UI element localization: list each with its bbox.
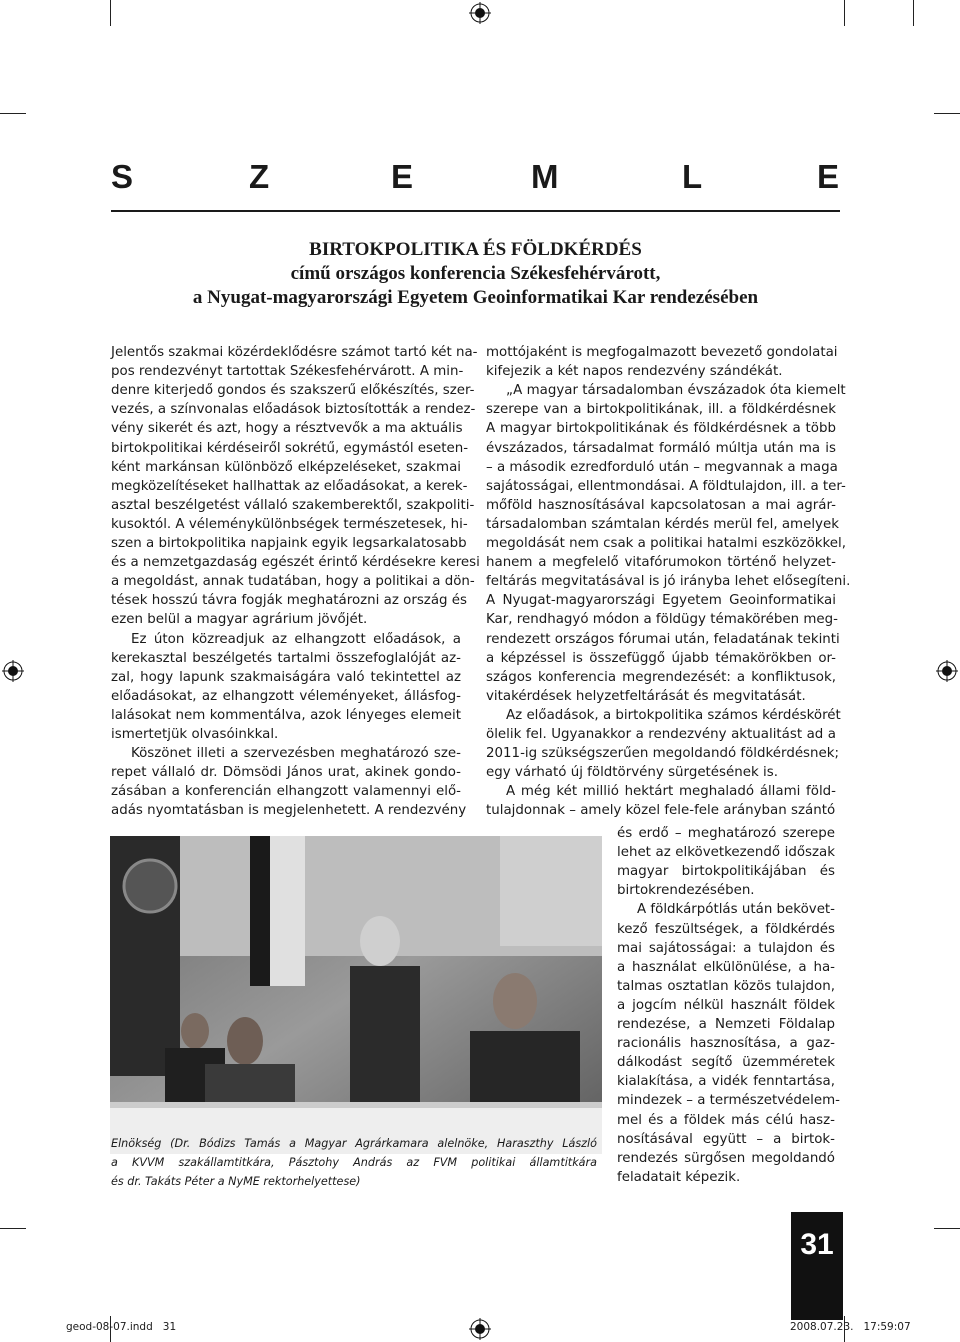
text-line: lehet az elkövetkezendő időszak bbox=[617, 845, 835, 861]
text-line: a KVVM szakállamtitkára, Pásztohy András az FVM politikai államtitkára bbox=[111, 1156, 597, 1169]
text-line: vezés, a színvonalas előadások biztosították a rendez- bbox=[111, 402, 476, 418]
text-line: Jelentős szakmai közérdeklődésre számot tartó két na- bbox=[111, 345, 478, 360]
article-subtitle: a Nyugat-magyarországi Egyetem Geoinformatikai Kar rendezésében bbox=[192, 287, 759, 308]
text-line: „A magyar társadalomban évszázadok óta kiemelt bbox=[506, 383, 846, 399]
text-line: és dr. Takáts Péter a NyME rektorhelyettese) bbox=[111, 1175, 361, 1188]
header-letter: Z bbox=[249, 158, 270, 195]
text-line: zal, hogy lapunk szakmaiságára való tekintettel az bbox=[111, 669, 461, 685]
text-line: birtokpolitikai kérdéseiről sokrétű, egymástól eseten- bbox=[111, 440, 469, 456]
text-line: feltárás megvitatásával is jó irányba lehet elősegíteni. bbox=[486, 574, 851, 590]
registration-mark-icon bbox=[469, 1318, 491, 1340]
text-line: ként markánsan különböző elképzeléseket, szakmai bbox=[111, 459, 461, 475]
text-line: A magyar birtokpolitikának és földkérdésnek a több bbox=[486, 421, 836, 437]
page-number-box bbox=[791, 1212, 843, 1320]
text-line: Köszönet illeti a szervezésben meghatározó sze- bbox=[131, 746, 461, 762]
text-line: mel és a földek más célú hasz- bbox=[617, 1112, 835, 1128]
text-line: egy várható új földtörvény sürgetésének is. bbox=[486, 765, 778, 781]
text-line: nosításával együtt – a birtok- bbox=[617, 1131, 835, 1147]
text-line: denre kiterjedő gondos és szakszerű előkészítés, szer- bbox=[111, 383, 475, 399]
text-line: kező feszültségek, a földkérdés bbox=[617, 921, 835, 937]
text-line: kerekasztal beszélgetés tartalmi összefoglalóját az- bbox=[111, 650, 461, 666]
text-line: rendezése, a Nemzeti Földalap bbox=[617, 1017, 835, 1032]
conference-photo bbox=[110, 836, 602, 1154]
footer-timestamp: 2008.07.23. 17:59:07 bbox=[790, 1321, 911, 1333]
text-line: a használat elkülönülése, a ha- bbox=[617, 959, 835, 975]
text-line: szágos konferencia megrendezését: a konfliktusok, bbox=[486, 669, 836, 685]
text-line: A még két millió hektárt meghaladó állami föld- bbox=[506, 784, 836, 800]
registration-mark-icon bbox=[469, 2, 491, 24]
photo-image bbox=[110, 836, 602, 1154]
text-line: tulajdonnak – amely közel fele-fele arányban szántó bbox=[486, 803, 836, 819]
text-line: magyar birtokpolitikájában és bbox=[617, 864, 835, 880]
registration-mark-icon bbox=[2, 660, 24, 682]
text-line: Az előadások, a birtokpolitika számos kérdéskörét bbox=[506, 707, 841, 723]
text-line: ölelik fel. Ugyanakkor a rendezvény aktualitást ad a bbox=[486, 727, 836, 742]
text-line: rendezett országos fórumai után, feladatának tekinti bbox=[486, 631, 840, 647]
crop-mark bbox=[844, 0, 845, 26]
text-line: lalásokat nem kommentálva, azok lényeges elemeit bbox=[111, 707, 461, 723]
text-line: Kar, rendhagyó módon a földügy témakörében meg- bbox=[486, 612, 838, 628]
text-line: a megoldást, annak tudatában, hogy a politikai a dön- bbox=[111, 574, 475, 590]
text-line: birtokrendezésében. bbox=[617, 883, 755, 899]
crop-mark bbox=[110, 0, 111, 26]
text-line: hanem a megfelelő vitafórumokon történő helyzet- bbox=[486, 555, 836, 571]
text-line: és a nemzetgazdaság egészét érintő kérdésekre keresi bbox=[111, 555, 480, 571]
text-line: Elnökség (Dr. Bódizs Tamás a Magyar Agrárkamara alelnöke, Haraszthy László bbox=[111, 1137, 597, 1150]
text-line: ezen belül a magyar agrárium jövőjét. bbox=[111, 612, 368, 628]
crop-mark bbox=[913, 0, 914, 26]
text-line: A Nyugat-magyarországi Egyetem Geoinformatikai bbox=[486, 593, 836, 609]
text-line: mindezek – a természetvédelem- bbox=[617, 1093, 840, 1109]
text-line: sajátosságai, ellentmondásai. A földtulajdon, ill. a ter- bbox=[486, 478, 846, 494]
text-line: dálkodást segítő üzemméretek bbox=[617, 1055, 835, 1071]
text-line: mottójaként is megfogalmazott bevezető gondolatai bbox=[486, 345, 838, 360]
text-line: ismertetjük olvasóinkkal. bbox=[111, 727, 279, 742]
text-line: szerepe van a birtokpolitikának, ill. a földkérdésnek bbox=[486, 402, 836, 418]
text-line: A földkárpótlás után bekövet- bbox=[637, 902, 836, 918]
text-line: évszázados, társadalmat formáló múltja után ma is bbox=[486, 440, 836, 456]
text-line: előadásokat, az elhangzott véleményeket, állásfog- bbox=[111, 688, 461, 704]
text-line: racionális hasznosítása, a gaz- bbox=[617, 1036, 835, 1052]
text-line: vitakérdések helyzetfeltárását és megvitatását. bbox=[486, 688, 806, 704]
crop-mark bbox=[934, 113, 960, 114]
text-line: talmas osztatlan közös tulajdon, bbox=[617, 978, 835, 994]
text-line: kifejezik a két napos rendezvény szándékát. bbox=[486, 364, 783, 380]
text-line: megközelítéseket hallhattak az előadásokat, a kerek- bbox=[111, 478, 468, 494]
article-subtitle: című országos konferencia Székesfehérvárott, bbox=[290, 263, 661, 284]
text-line: rendezés sürgősen megoldandó bbox=[617, 1150, 835, 1166]
text-line: zásában a konferencián elhangzott valamennyi elő- bbox=[111, 784, 461, 800]
text-line: mőföld hasznosításával kapcsolatosan a mai agrár- bbox=[486, 497, 836, 513]
page-number: 31 bbox=[800, 1228, 834, 1261]
text-line: feladatait képezik. bbox=[617, 1169, 741, 1185]
header-letter: L bbox=[682, 158, 703, 195]
text-line: asztal beszélgetést vállaló szakemberektől, szakpoliti- bbox=[111, 497, 475, 513]
crop-mark bbox=[0, 1228, 26, 1229]
header-letter: M bbox=[531, 158, 559, 195]
text-line: kusoktól. A véleménykülönbségek természetesek, hi- bbox=[111, 516, 468, 532]
registration-mark-icon bbox=[936, 660, 958, 682]
text-line: Ez úton közreadjuk az elhangzott előadások, a bbox=[131, 631, 461, 647]
text-line: és erdő – meghatározó szerepe bbox=[617, 826, 835, 841]
text-line: adás nyomtatásban is megjelenhetett. A rendezvény bbox=[111, 803, 467, 819]
footer-file-info: geod-08-07.indd 31 bbox=[66, 1321, 177, 1333]
text-line: a jogcím nélkül használt földek bbox=[617, 997, 835, 1013]
text-line: társadalomban számtalan kérdés merül fel, amelyek bbox=[486, 516, 839, 532]
crop-mark bbox=[934, 1228, 960, 1229]
text-line: szen a birtokpolitika napjaink egyik legsarkalatosabb bbox=[111, 536, 467, 551]
header-rule bbox=[111, 210, 840, 212]
text-line: kialakítása, a vidék fenntartása, bbox=[617, 1074, 835, 1090]
text-line: a képzéssel is összefüggő újabb témakörökben or- bbox=[486, 650, 836, 666]
header-letter: E bbox=[817, 158, 840, 195]
text-line: megoldását nem csak a politikai hatalmi eszközökkel, bbox=[486, 536, 847, 551]
text-line: 2011-ig szükségszerűen megoldandó földkérdésnek; bbox=[486, 746, 840, 762]
text-line: mai sajátosságai: a tulajdon és bbox=[617, 940, 835, 956]
crop-mark bbox=[0, 113, 26, 114]
text-line: repet vállaló dr. Dömsödi János urat, akinek gondo- bbox=[111, 765, 461, 781]
header-letter: E bbox=[391, 158, 414, 195]
text-line: tések hosszú távra fogják meghatározni az ország és bbox=[111, 593, 468, 609]
text-line: pos rendezvényt tartottak Székesfehérvárott. A min- bbox=[111, 364, 464, 380]
text-line: – a második ezredforduló után – megvannak a maga bbox=[486, 459, 838, 475]
header-letter: S bbox=[111, 158, 134, 195]
text-line: vény sikerét és azt, hogy a résztvevők a ma aktuális bbox=[111, 421, 463, 437]
article-title: BIRTOKPOLITIKA ÉS FÖLDKÉRDÉS bbox=[309, 239, 642, 260]
